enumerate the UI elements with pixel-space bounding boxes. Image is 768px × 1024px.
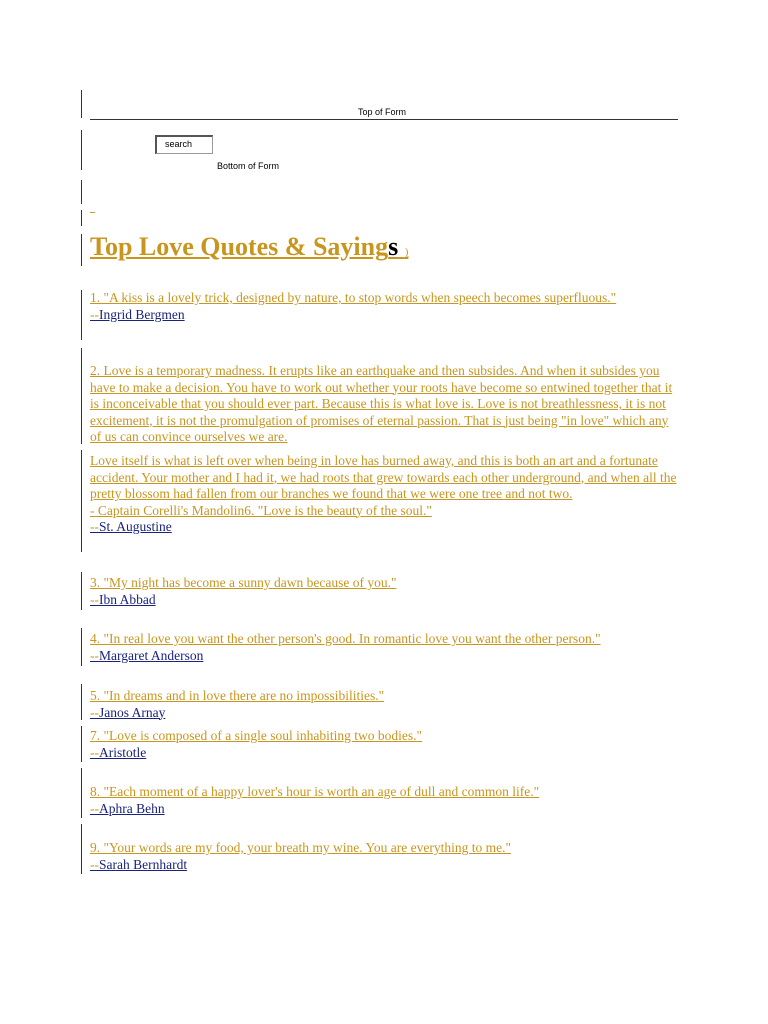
margin-bar — [81, 210, 82, 226]
author-name: Margaret Anderson — [99, 647, 204, 663]
quote-author[interactable] — [90, 648, 680, 665]
margin-bar — [81, 90, 82, 118]
author-prefix: -- — [90, 744, 99, 760]
quote-item — [90, 631, 680, 664]
quote-author[interactable] — [90, 519, 680, 536]
quote-author[interactable] — [90, 745, 680, 762]
margin-bar — [81, 130, 82, 170]
margin-bar — [81, 768, 82, 818]
quote-author[interactable] — [90, 801, 680, 818]
author-name: St. Augustine — [99, 519, 172, 534]
quote-item — [90, 784, 680, 817]
quote-item — [90, 728, 680, 761]
margin-bar — [81, 290, 82, 340]
quote-text[interactable]: 4. "In real love you want the other person's good. In romantic love you want the other person." — [90, 631, 601, 646]
author-name: Ingrid Bergmen — [99, 306, 185, 322]
quote-text[interactable]: 5. "In dreams and in love there are no impossibilities." — [90, 688, 385, 703]
author-name: Aristotle — [99, 744, 147, 760]
margin-bar — [81, 348, 82, 444]
quote-item — [90, 575, 680, 608]
author-name: Janos Arnay — [99, 704, 166, 720]
margin-bar — [81, 628, 82, 666]
quote-text[interactable]: Love itself is what is left over when being in love has burned away, and this is both an art and a fortunate accident. Your mother and I had it, we had roots that grew towards each other underground, and when all the pretty blossom had fallen from our branches we found that we were one tree and not two. — [90, 453, 677, 501]
top-of-form-label: Top of Form — [358, 107, 407, 117]
author-prefix: -- — [90, 856, 99, 872]
margin-bar — [81, 180, 82, 204]
quote-author[interactable] — [90, 705, 680, 722]
quote-author[interactable] — [90, 307, 680, 324]
page-title-text: Top Love Quotes & Saying — [90, 232, 389, 261]
quote-text-continued[interactable]: - Captain Corelli's Mandolin6. "Love is the beauty of the soul." — [90, 502, 432, 518]
page-title[interactable] — [90, 232, 408, 262]
quote-item — [90, 688, 680, 721]
quote-item — [90, 290, 680, 323]
quote-text[interactable]: 9. "Your words are my food, your breath my wine. You are everything to me." — [90, 840, 511, 855]
page-title-paren: ) — [404, 246, 409, 258]
bottom-of-form-label: Bottom of Form — [217, 161, 280, 171]
margin-bar — [81, 234, 82, 266]
quote-author[interactable] — [90, 592, 680, 609]
quote-author[interactable] — [90, 857, 680, 874]
author-prefix: -- — [90, 306, 99, 322]
quote-item — [90, 363, 680, 446]
author-prefix: -- — [90, 704, 99, 720]
page-title-last-letter: s — [388, 232, 399, 261]
author-prefix: -- — [90, 591, 99, 607]
form-divider — [90, 119, 678, 120]
quote-text[interactable]: 2. Love is a temporary madness. It erupts like an earthquake and then subsides. And when it subsides you have to make a decision. You have to work out whether your roots have become so entwined together that it is inconceivable that you should ever part. Because this is what love is. Love is not breathlessness, it is not excitement, it is not the promulgation of promises of eternal passion. That is just being "in love" which any of us can convince ourselves we are. — [90, 363, 673, 444]
author-prefix: -- — [90, 800, 99, 816]
author-prefix: -- — [90, 519, 99, 534]
margin-bar — [81, 572, 82, 610]
quote-text[interactable]: 7. "Love is composed of a single soul inhabiting two bodies." — [90, 728, 422, 743]
quote-text[interactable]: 3. "My night has become a sunny dawn because of you." — [90, 575, 397, 590]
margin-bar — [81, 450, 82, 552]
author-name: Aphra Behn — [99, 800, 165, 816]
anchor-link[interactable] — [90, 212, 95, 213]
author-name: Ibn Abbad — [99, 591, 156, 607]
margin-bar — [81, 726, 82, 762]
margin-bar — [81, 684, 82, 720]
quote-item — [90, 840, 680, 873]
quote-item — [90, 453, 680, 536]
search-button[interactable]: search — [155, 135, 213, 154]
quote-text[interactable]: 8. "Each moment of a happy lover's hour is worth an age of dull and common life." — [90, 784, 540, 799]
author-prefix: -- — [90, 647, 99, 663]
quote-text[interactable]: 1. "A kiss is a lovely trick, designed by nature, to stop words when speech becomes superfluous." — [90, 290, 617, 305]
margin-bar — [81, 824, 82, 874]
author-name: Sarah Bernhardt — [99, 856, 188, 872]
